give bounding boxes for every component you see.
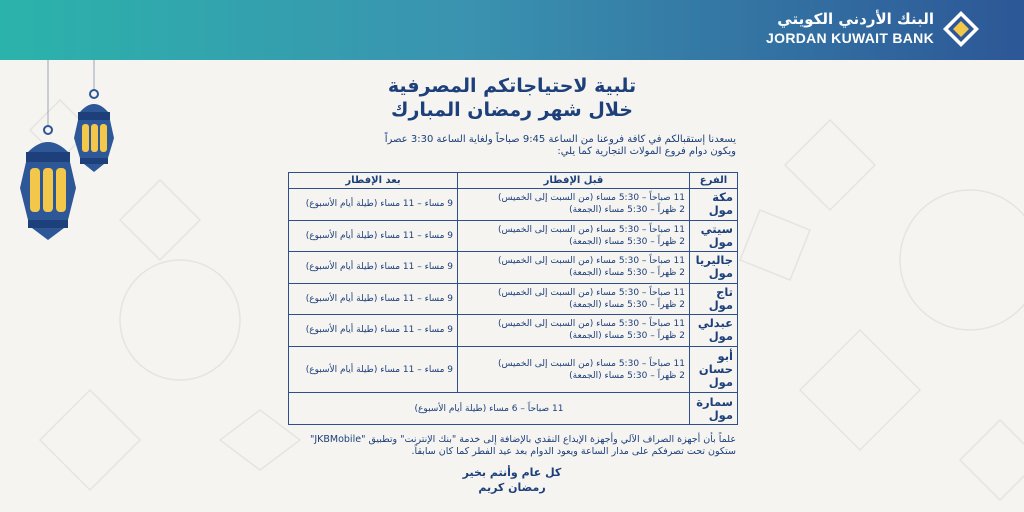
weekday-hours: 11 صباحاً – 5:30 مساء (من السبت إلى الخميس) xyxy=(497,319,685,330)
before-iftar-hours xyxy=(458,189,690,221)
friday-hours: 2 ظهراً – 5:30 مساء (الجمعة) xyxy=(569,205,685,216)
table-row xyxy=(289,252,738,284)
before-iftar-hours xyxy=(458,315,690,347)
table-header-row xyxy=(289,173,738,189)
after-iftar-hours: 9 مساء – 11 مساء (طيلة أيام الأسبوع) xyxy=(289,315,458,347)
after-iftar-hours: 9 مساء – 11 مساء (طيلة أيام الأسبوع) xyxy=(289,283,458,315)
mall-branches-hours-table xyxy=(288,172,738,425)
bank-logo xyxy=(730,8,980,52)
header-after-iftar: بعد الإفطار xyxy=(289,173,458,189)
intro-text-line-1: يسعدنا إستقبالكم في كافة فروعنا من الساعة 9:45 صباحاً ولغاية الساعة 3:30 عصراً xyxy=(384,134,736,145)
friday-hours: 2 ظهراً – 5:30 مساء (الجمعة) xyxy=(569,268,685,279)
table-row xyxy=(289,315,738,347)
before-iftar-hours xyxy=(458,283,690,315)
friday-hours: 2 ظهراً – 5:30 مساء (الجمعة) xyxy=(569,331,685,342)
bank-name-arabic: البنك الأردني الكويتي xyxy=(777,10,934,28)
headline-line-2: خلال شهر رمضان المبارك xyxy=(391,99,633,121)
table-row xyxy=(289,346,738,393)
before-iftar-hours xyxy=(458,252,690,284)
header-before-iftar: قبل الإفطار xyxy=(458,173,690,189)
branch-name: جاليريا مول xyxy=(690,252,738,284)
bank-name-english: JORDAN KUWAIT BANK xyxy=(766,30,934,46)
table-row xyxy=(289,283,738,315)
table-row xyxy=(289,393,738,425)
before-iftar-hours xyxy=(458,220,690,252)
headline-line-1: تلبية لاحتياجاتكم المصرفية xyxy=(387,75,637,97)
table-row xyxy=(289,220,738,252)
weekday-hours: 11 صباحاً – 5:30 مساء (من السبت إلى الخميس) xyxy=(497,287,685,298)
services-note-line-2: ستكون تحت تصرفكم على مدار الساعة ويعود الدوام بعد عيد الفطر كما كان سابقاً. xyxy=(411,446,736,457)
weekday-hours: 11 صباحاً – 5:30 مساء (من السبت إلى الخميس) xyxy=(497,193,685,204)
branch-name: مكة مول xyxy=(690,189,738,221)
table-row xyxy=(289,189,738,221)
friday-hours: 2 ظهراً – 5:30 مساء (الجمعة) xyxy=(569,370,685,381)
after-iftar-hours: 9 مساء – 11 مساء (طيلة أيام الأسبوع) xyxy=(289,346,458,393)
header-banner xyxy=(0,0,1024,60)
ramadan-lantern-icon xyxy=(0,60,130,270)
after-iftar-hours: 9 مساء – 11 مساء (طيلة أيام الأسبوع) xyxy=(289,252,458,284)
before-iftar-hours xyxy=(458,346,690,393)
friday-hours: 2 ظهراً – 5:30 مساء (الجمعة) xyxy=(569,236,685,247)
after-iftar-hours: 9 مساء – 11 مساء (طيلة أيام الأسبوع) xyxy=(289,189,458,221)
branch-name: عبدلي مول xyxy=(690,315,738,347)
services-note-line-1: علماً بأن أجهزة الصراف الآلي وأجهزة الإيداع النقدي بالإضافة إلى خدمة "بنك الإنترنت" وتطبيق "JKBMobile" xyxy=(309,434,736,445)
header-branch: الفرع xyxy=(690,173,738,189)
weekday-hours: 11 صباحاً – 5:30 مساء (من السبت إلى الخميس) xyxy=(497,256,685,267)
branch-name: تاج مول xyxy=(690,283,738,315)
branch-name: سمارة مول xyxy=(690,393,738,425)
branch-name: سيتي مول xyxy=(690,220,738,252)
weekday-hours: 11 صباحاً – 5:30 مساء (من السبت إلى الخميس) xyxy=(497,358,685,369)
after-iftar-hours: 9 مساء – 11 مساء (طيلة أيام الأسبوع) xyxy=(289,220,458,252)
friday-hours: 2 ظهراً – 5:30 مساء (الجمعة) xyxy=(569,299,685,310)
greeting-line-2: رمضان كريم xyxy=(478,481,546,494)
branch-name: أبو حسان مول xyxy=(690,346,738,393)
greeting-line-1: كل عام وأنتم بخير xyxy=(462,466,562,479)
all-week-hours: 11 صباحاً – 6 مساء (طيلة أيام الأسبوع) xyxy=(289,393,690,425)
bank-logo-icon xyxy=(942,10,980,48)
weekday-hours: 11 صباحاً – 5:30 مساء (من السبت إلى الخميس) xyxy=(497,224,685,235)
intro-text-line-2: ويكون دوام فروع المولات التجارية كما يلي: xyxy=(557,146,736,157)
